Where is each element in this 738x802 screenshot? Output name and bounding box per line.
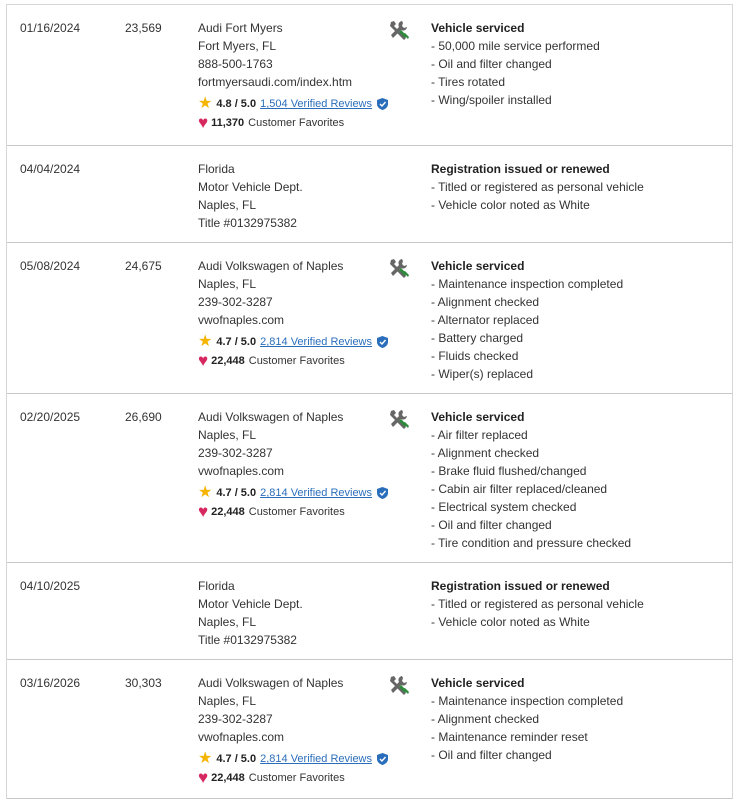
favorites-label: Customer Favorites [248, 506, 345, 518]
record-date: 02/20/2025 [20, 410, 81, 424]
history-row [7, 660, 732, 799]
record-date: 03/16/2026 [20, 676, 81, 690]
source-line: Motor Vehicle Dept. [198, 597, 303, 611]
source-line: Title #0132975382 [198, 633, 297, 647]
odometer-reading: 24,675 [125, 259, 162, 273]
detail-item: - Alignment checked [431, 446, 540, 460]
source-line: Audi Fort Myers [198, 21, 283, 35]
odometer-reading: 23,569 [125, 21, 162, 35]
source-line: Naples, FL [198, 428, 257, 442]
verified-reviews-link[interactable]: 2,814 Verified Reviews [260, 487, 373, 499]
record-source [198, 408, 388, 521]
rating-score: 4.7 / 5.0 [216, 487, 257, 499]
source-line: vwofnaples.com [198, 730, 285, 744]
source-line: 239-302-3287 [198, 446, 273, 460]
heart-icon: ♥ [198, 768, 209, 787]
rating-score: 4.7 / 5.0 [216, 336, 257, 348]
service-tools-icon [388, 257, 410, 279]
heart-icon: ♥ [198, 502, 209, 521]
details-title: Vehicle serviced [431, 676, 525, 690]
detail-item: - Maintenance reminder reset [431, 730, 588, 744]
heart-icon: ♥ [198, 113, 209, 132]
favorites-count: 11,370 [211, 117, 245, 129]
odometer-reading: 30,303 [125, 676, 162, 690]
source-line: Title #0132975382 [198, 216, 297, 230]
detail-item: - Alignment checked [431, 712, 540, 726]
detail-item: - Oil and filter changed [431, 57, 552, 71]
odometer-reading: 26,690 [125, 410, 162, 424]
source-line: Naples, FL [198, 198, 257, 212]
star-icon: ★ [198, 750, 213, 767]
verified-shield-icon [377, 336, 388, 348]
details-title: Vehicle serviced [431, 410, 525, 424]
source-line: vwofnaples.com [198, 313, 285, 327]
record-details [431, 19, 731, 109]
record-source [198, 674, 388, 787]
favorites-label: Customer Favorites [248, 772, 345, 784]
detail-item: - Air filter replaced [431, 428, 528, 442]
rating-score: 4.7 / 5.0 [216, 753, 257, 765]
dealer-rating [198, 95, 388, 113]
source-line: fortmyersaudi.com/index.htm [198, 75, 353, 89]
details-title: Registration issued or renewed [431, 579, 610, 593]
record-date: 04/04/2024 [20, 162, 81, 176]
dealer-rating [198, 333, 388, 351]
favorites-label: Customer Favorites [248, 117, 345, 129]
detail-item: - Fluids checked [431, 349, 519, 363]
rating-score: 4.8 / 5.0 [216, 98, 257, 110]
history-row [7, 5, 732, 146]
detail-item: - Maintenance inspection completed [431, 694, 624, 708]
verified-reviews-link[interactable]: 2,814 Verified Reviews [260, 336, 373, 348]
record-details [431, 577, 731, 631]
detail-item: - Cabin air filter replaced/cleaned [431, 482, 608, 496]
details-title: Vehicle serviced [431, 21, 525, 35]
source-line: Florida [198, 162, 235, 176]
source-line: Naples, FL [198, 277, 257, 291]
detail-item: - 50,000 mile service performed [431, 39, 600, 53]
detail-item: - Vehicle color noted as White [431, 198, 590, 212]
record-source [198, 257, 388, 370]
detail-item: - Alternator replaced [431, 313, 540, 327]
verified-reviews-link[interactable]: 2,814 Verified Reviews [260, 753, 373, 765]
detail-item: - Tires rotated [431, 75, 506, 89]
favorites-label: Customer Favorites [248, 355, 345, 367]
detail-item: - Tire condition and pressure checked [431, 536, 632, 550]
record-source [198, 160, 388, 232]
record-date: 05/08/2024 [20, 259, 81, 273]
detail-item: - Wiper(s) replaced [431, 367, 534, 381]
record-source [198, 19, 388, 132]
verified-shield-icon [377, 487, 388, 499]
record-details [431, 160, 731, 214]
source-line: 888-500-1763 [198, 57, 273, 71]
source-line: Audi Volkswagen of Naples [198, 410, 344, 424]
star-icon: ★ [198, 484, 213, 501]
details-title: Registration issued or renewed [431, 162, 610, 176]
history-row [7, 563, 732, 660]
source-line: Audi Volkswagen of Naples [198, 259, 344, 273]
history-row [7, 146, 732, 243]
service-tools-icon [388, 19, 410, 41]
service-tools-icon [388, 408, 410, 430]
detail-item: - Wing/spoiler installed [431, 93, 552, 107]
source-line: Motor Vehicle Dept. [198, 180, 303, 194]
dealer-rating [198, 484, 388, 502]
source-line: vwofnaples.com [198, 464, 285, 478]
detail-item: - Titled or registered as personal vehicle [431, 180, 644, 194]
detail-item: - Oil and filter changed [431, 518, 552, 532]
favorites-count: 22,448 [211, 772, 245, 784]
favorites-count: 22,448 [211, 506, 245, 518]
dealer-rating [198, 750, 388, 768]
detail-item: - Brake fluid flushed/changed [431, 464, 587, 478]
customer-favorites [198, 503, 388, 521]
source-line: Naples, FL [198, 694, 257, 708]
heart-icon: ♥ [198, 351, 209, 370]
verified-reviews-link[interactable]: 1,504 Verified Reviews [260, 98, 373, 110]
source-line: Florida [198, 579, 235, 593]
record-details [431, 674, 731, 764]
record-details [431, 408, 731, 552]
record-details [431, 257, 731, 383]
details-title: Vehicle serviced [431, 259, 525, 273]
verified-shield-icon [377, 98, 388, 110]
detail-item: - Vehicle color noted as White [431, 615, 590, 629]
source-line: 239-302-3287 [198, 295, 273, 309]
service-tools-icon [388, 674, 410, 696]
detail-item: - Oil and filter changed [431, 748, 552, 762]
customer-favorites [198, 769, 388, 787]
customer-favorites [198, 352, 388, 370]
detail-item: - Electrical system checked [431, 500, 577, 514]
source-line: Fort Myers, FL [198, 39, 277, 53]
star-icon: ★ [198, 333, 213, 350]
source-line: Audi Volkswagen of Naples [198, 676, 344, 690]
source-line: Naples, FL [198, 615, 257, 629]
source-line: 239-302-3287 [198, 712, 273, 726]
history-row [7, 243, 732, 394]
detail-item: - Maintenance inspection completed [431, 277, 624, 291]
record-source [198, 577, 388, 649]
record-date: 01/16/2024 [20, 21, 81, 35]
detail-item: - Battery charged [431, 331, 524, 345]
verified-shield-icon [377, 753, 388, 765]
service-history-table [6, 4, 733, 799]
detail-item: - Titled or registered as personal vehicle [431, 597, 644, 611]
customer-favorites [198, 114, 388, 132]
record-date: 04/10/2025 [20, 579, 81, 593]
history-row [7, 394, 732, 563]
favorites-count: 22,448 [211, 355, 245, 367]
detail-item: - Alignment checked [431, 295, 540, 309]
star-icon: ★ [198, 95, 213, 112]
